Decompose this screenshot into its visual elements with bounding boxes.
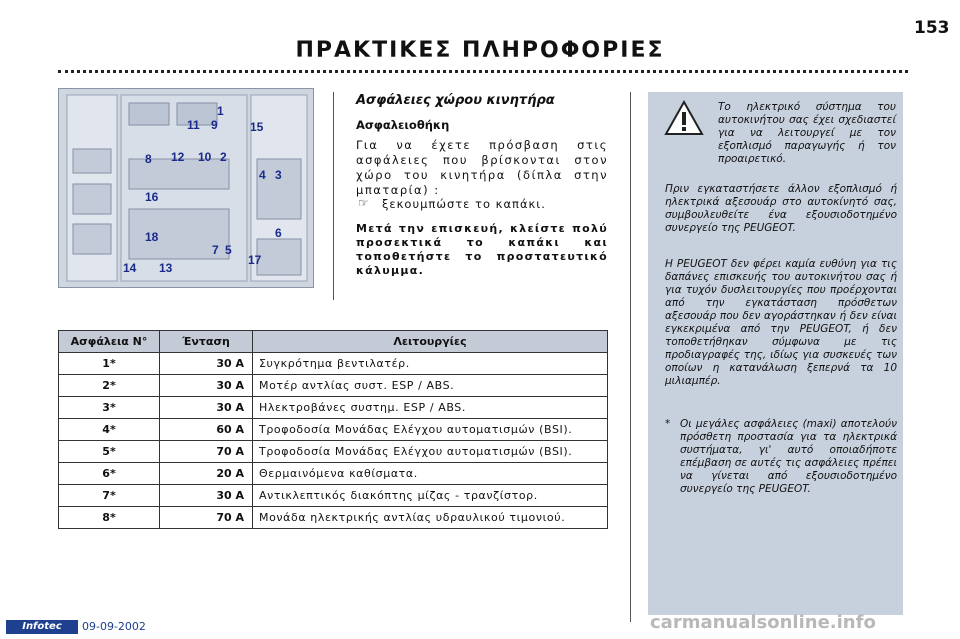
table-row [59, 441, 608, 463]
table-row [59, 463, 608, 485]
section-heading: Ασφάλειες χώρου κινητήρα [356, 93, 555, 108]
table-header-row [59, 331, 608, 353]
fuse-amperage: 30 A [160, 353, 253, 375]
fuse-label: 17 [248, 253, 262, 267]
fuse-number: 1* [59, 353, 160, 375]
column-header: Ασφάλεια N° [59, 331, 160, 353]
fuse-box-illustration [59, 89, 313, 287]
fuse-label: 3 [275, 168, 282, 182]
fuse-label: 5 [225, 243, 232, 257]
fuse-number: 3* [59, 397, 160, 419]
fuse-function: Μοτέρ αντλίας συστ. ESP / ABS. [253, 375, 608, 397]
warning-triangle-icon [664, 100, 704, 136]
fuse-table [58, 330, 608, 529]
pointing-hand-icon: ☞ [358, 196, 369, 210]
fuse-amperage: 30 A [160, 397, 253, 419]
notice-paragraph: Η PEUGEOT δεν φέρει καμία ευθύνη για τις δαπάνες επισκευής του αυτοκινήτου σας ή για τυχόν δυσλειτουργίες που προέρχονται από την εγκατάσταση πρόσθετων αξεσουάρ που δεν αγοράστηκαν ή δεν είναι εγκεκριμένα από την PEUGEOT, ή δεν τοποθετήθηκαν σύμφωνα με τις προδιαγραφές της, ιδίως για συσκευές των οποίων η κατανάλωση ξεπερνά τα 10 μιλιαμπέρ. [665, 258, 897, 387]
table-row [59, 397, 608, 419]
fuse-label: 1 [217, 104, 224, 118]
table-row [59, 419, 608, 441]
fuse-amperage: 30 A [160, 375, 253, 397]
infotec-logo: Infotec [6, 620, 78, 634]
fuse-amperage: 70 A [160, 507, 253, 529]
fuse-function: Τροφοδοσία Μονάδας Ελέγχου αυτοματισμών (BSI). [253, 419, 608, 441]
column-header: Λειτουργίες [253, 331, 608, 353]
fuse-amperage: 20 A [160, 463, 253, 485]
fuse-function: Συγκρότημα βεντιλατέρ. [253, 353, 608, 375]
notice-paragraph: Πριν εγκαταστήσετε άλλον εξοπλισμό ή ηλεκτρικά αξεσουάρ στο αυτοκίνητό σας, συμβουλευθείτε ένα εξουσιοδοτημένο συνεργείο της PEUGEOT. [665, 183, 897, 234]
page-number: 153 [914, 18, 950, 38]
fuse-number: 6* [59, 463, 160, 485]
fuse-label: 18 [145, 230, 159, 244]
fuse-label: 8 [145, 152, 152, 166]
watermark: carmanualsonline.info [650, 612, 876, 633]
table-row [59, 375, 608, 397]
fuse-number: 5* [59, 441, 160, 463]
fuse-function: Τροφοδοσία Μονάδας Ελέγχου αυτοματισμών (BSI). [253, 441, 608, 463]
fuse-label: 4 [259, 168, 266, 182]
body-text: Για να έχετε πρόσβαση στις ασφάλειες που βρίσκονται στον χώρο του κινητήρα (δίπλα στην μπαταρία) : [356, 138, 608, 197]
fuse-label: 7 [212, 243, 219, 257]
fuse-number: 8* [59, 507, 160, 529]
fuse-function: Θερμαινόμενα καθίσματα. [253, 463, 608, 485]
fuse-box-diagram [58, 88, 314, 288]
notice-intro: Το ηλεκτρικό σύστημα του αυτοκινήτου σας έχει σχεδιαστεί για να λειτουργεί με τον εξοπλισμό παραγωγής ή τον προαιρετικό. [718, 101, 896, 165]
fuse-label: 2 [220, 150, 227, 164]
fuse-function: Μονάδα ηλεκτρικής αντλίας υδραυλικού τιμονιού. [253, 507, 608, 529]
table-row [59, 507, 608, 529]
fuse-label: 12 [171, 150, 185, 164]
fuse-label: 6 [275, 226, 282, 240]
fuse-label: 14 [123, 261, 137, 275]
warning-text: Μετά την επισκευή, κλείστε πολύ προσεκτικά το καπάκι και τοποθετήστε το προστατευτικό κάλυμμα. [356, 222, 608, 277]
fuse-label: 9 [211, 118, 218, 132]
footnote-marker: * [665, 418, 671, 430]
fuse-number: 4* [59, 419, 160, 441]
fuse-amperage: 60 A [160, 419, 253, 441]
fuse-amperage: 70 A [160, 441, 253, 463]
column-header: Ένταση [160, 331, 253, 353]
fuse-label: 15 [250, 120, 264, 134]
table-row [59, 485, 608, 507]
title-underline [58, 70, 908, 73]
footer-date: 09-09-2002 [82, 620, 146, 633]
column-divider [333, 92, 334, 300]
notice-paragraph: Οι μεγάλες ασφάλειες (maxi) αποτελούν πρόσθετη προστασία για τα ηλεκτρικά συστήματα, γι' αυτό οποιαδήποτε επέμβαση σε αυτές τις ασφάλειες πρέπει να γίνεται από εξουσιοδοτημένο συνεργείο της PEUGEOT. [680, 418, 897, 495]
fuse-amperage: 30 A [160, 485, 253, 507]
sub-heading: Ασφαλειοθήκη [356, 118, 450, 132]
table-row [59, 353, 608, 375]
fuse-label: 16 [145, 190, 159, 204]
fuse-number: 2* [59, 375, 160, 397]
column-divider [630, 92, 631, 622]
fuse-label: 10 [198, 150, 212, 164]
fuse-number: 7* [59, 485, 160, 507]
fuse-label: 13 [159, 261, 173, 275]
fuse-function: Ηλεκτροβάνες συστημ. ESP / ABS. [253, 397, 608, 419]
fuse-function: Αντικλεπτικός διακόπτης μίζας - τρανζίστορ. [253, 485, 608, 507]
fuse-label: 11 [187, 118, 200, 132]
page-title: ΠΡΑΚΤΙΚΕΣ ΠΛΗΡΟΦΟΡΙΕΣ [295, 38, 665, 63]
bullet-text: ξεκουμπώστε το καπάκι. [382, 197, 546, 211]
